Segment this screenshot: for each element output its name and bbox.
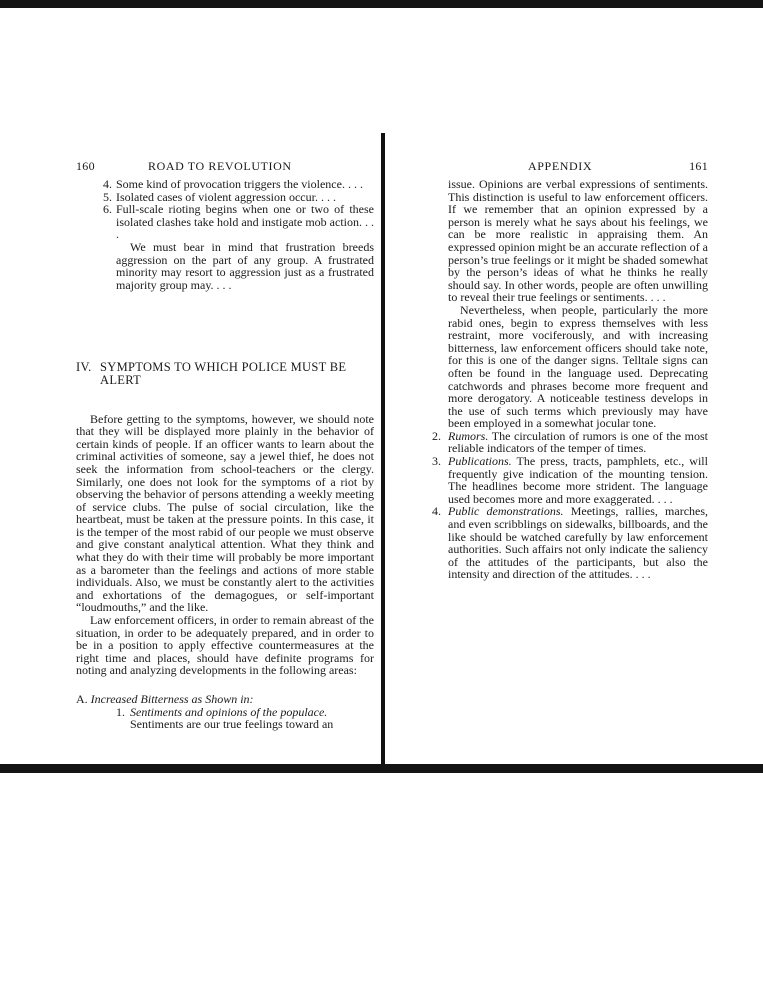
right-page-number: 161 [689, 159, 708, 173]
sub-item: 1. Sentiments and opinions of the populace. [116, 704, 328, 719]
section-heading: IV. SYMPTOMS TO WHICH POLICE MUST BE ALERT [76, 360, 347, 387]
right-running-title: APPENDIX [528, 159, 593, 173]
list-item: 4. Public demonstrations. Meetings, rallies, marches, and even scribblings on sidewalks, billboards, and the like should be watched carefully by law enforcement authorities. Such affairs not only indicate the saliency of the attitudes of the participants, but also the intensity and direction of the attitudes. . . . [432, 504, 709, 582]
list-item: 3. Publications. The press, tracts, pamphlets, etc., will frequently give indication of the mounting tension. The headlines become more strident. The language used becomes more and more exaggerated. . . . [432, 454, 708, 506]
left-running-head [76, 160, 374, 178]
left-page [76, 160, 374, 731]
body-paragraph: Before getting to the symptoms, however, we should note that they will be displayed more plainly in the behavior of certain kinds of people. If an officer wants to learn about the criminal activities of someone, say a jewel thief, he does not seek the information from school-teachers or the clergy. Similarly, one does not look for the symptoms of a riot by observing the behavior of persons attending a weekly meeting of service clubs. The pulse of social circulation, like the heartbeat, must be taken at the pressure points. In this case, it is the temper of the most rabid of our people we must observe and give constant analytical attention. What they think and what they do with their time will probably be more important as a barometer than the feelings and actions of more stable individuals. Also, we must be constantly alert to the activities and exhortations of the demagogues, or self-important “loudmouths,” and the like. [76, 411, 374, 615]
left-running-title: ROAD TO REVOLUTION [148, 159, 292, 173]
body-paragraph: issue. Opinions are verbal expressions of sentiments. This distinction is useful to law enforcement officers. If we remember that an opinion expressed by a person is merely what he says about his feelings, we can be more realistic in appraising them. An expressed opinion might be an accurate reflection of a person’s true feelings or it might be shaded somewhat by the person’s ideas of what he thinks he really should say. In other words, people are often unwilling to reveal their true feelings or sentiments. . . . [448, 177, 708, 305]
right-running-head [402, 160, 708, 178]
scan-top-edge [0, 0, 763, 8]
subsection-heading: A. Increased Bitterness as Shown in: [76, 692, 254, 706]
sub-item-text: Sentiments are our true feelings toward an [130, 717, 334, 732]
list-item: 4. Some kind of provocation triggers the violence. . . . [103, 177, 363, 191]
list-item: 5. Isolated cases of violent aggression occur. . . . [103, 189, 336, 204]
left-page-number: 160 [76, 159, 95, 173]
list-item: 6. Full-scale rioting begins when one or two of these isolated clashes take hold and instigate mob action. . . . [103, 202, 374, 242]
right-page [402, 160, 708, 581]
body-paragraph: Nevertheless, when people, particularly the more rabid ones, begin to express themselves with less restraint, more vociferously, and with increasing bitterness, law enforcement officers should take note, for this is one of the danger signs. Telltale signs can often be found in the language used. Deprecating catchwords and phrases become more frequent and more derogatory. A noticeable testiness develops in the use of such terms which previously may have been employed in a somewhat jocular tone. [448, 302, 708, 431]
list-item: 2. Rumors. The circulation of rumors is one of the most reliable indicators of the temper of times. [432, 428, 708, 456]
quote-paragraph: We must bear in mind that frustration breeds aggression on the part of any group. A frustrated minority may resort to aggression just as a frustrated majority group may. . . . [116, 239, 374, 292]
book-gutter [381, 133, 385, 765]
body-paragraph: Law enforcement officers, in order to remain abreast of the situation, in order to be adequately prepared, and in order to be in a position to apply effective countermeasures at the right time and places, should have definite programs for noting and analyzing developments in the following areas: [76, 613, 374, 678]
scan-bottom-edge [0, 764, 763, 773]
